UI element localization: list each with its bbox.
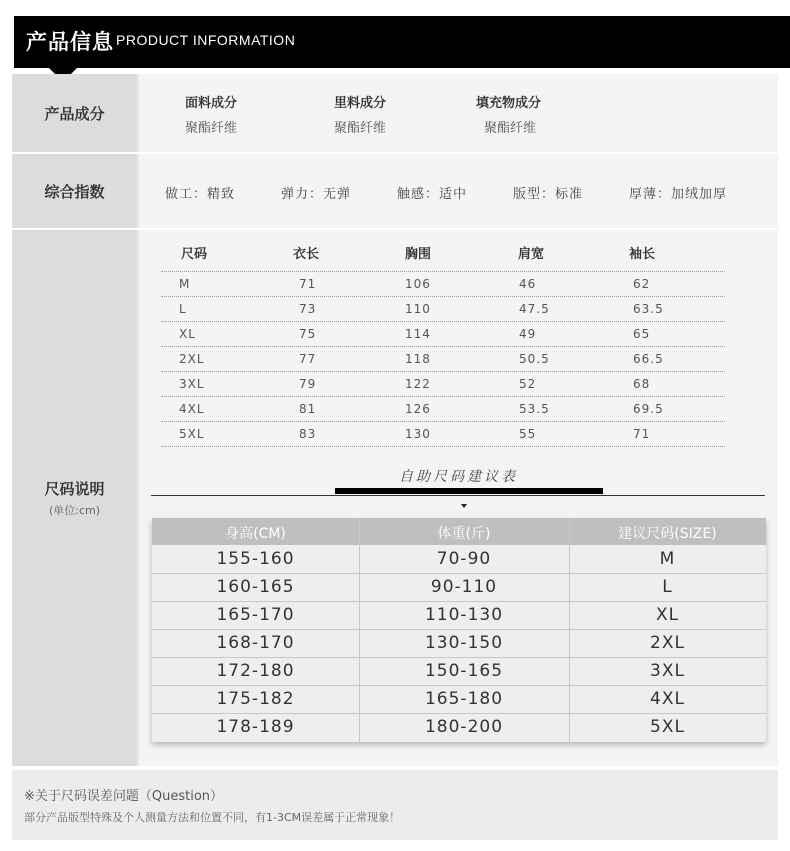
recommend-table-cell: M bbox=[659, 549, 676, 569]
size-table-cell: 52 bbox=[519, 377, 537, 391]
size-table-cell: 118 bbox=[405, 352, 431, 366]
size-table-cell: 55 bbox=[519, 427, 537, 441]
index-item-elasticity: 弹力：无弹 bbox=[281, 187, 352, 202]
composition-heading: 面料成分 bbox=[185, 96, 238, 111]
recommend-table-header bbox=[152, 518, 766, 545]
size-table-divider bbox=[161, 446, 725, 447]
size-row bbox=[12, 230, 778, 766]
recommend-table bbox=[152, 518, 766, 742]
composition-content bbox=[139, 74, 778, 152]
recommend-table-cell: 130-150 bbox=[424, 633, 504, 653]
size-table-cell: 3XL bbox=[179, 377, 205, 391]
recommend-table-cell: 178-189 bbox=[216, 717, 295, 737]
size-content bbox=[139, 230, 778, 766]
size-table-cell: 106 bbox=[405, 277, 431, 291]
recommend-table-cell: 180-200 bbox=[424, 717, 504, 737]
header-title-cn: 产品信息 bbox=[26, 30, 114, 54]
recommend-table-cell: 90-110 bbox=[430, 577, 498, 597]
recommend-title: 自助尺码建议表 bbox=[399, 469, 518, 485]
size-table-divider bbox=[161, 371, 725, 372]
recommend-header-cell: 体重(斤) bbox=[437, 526, 491, 542]
recommend-row-divider bbox=[152, 573, 766, 574]
composition-heading: 填充物成分 bbox=[476, 96, 542, 111]
recommend-row-divider bbox=[152, 601, 766, 602]
header-title-en: PRODUCT INFORMATION bbox=[116, 32, 296, 48]
size-table-divider bbox=[161, 296, 725, 297]
size-table-cell: 65 bbox=[633, 327, 651, 341]
recommend-row-divider bbox=[152, 657, 766, 658]
recommend-row-divider bbox=[152, 685, 766, 686]
size-table-cell: 83 bbox=[299, 427, 317, 441]
recommend-table-cell: 150-165 bbox=[424, 661, 504, 681]
recommend-table-cell: 168-170 bbox=[216, 633, 295, 653]
composition-row bbox=[12, 74, 778, 152]
size-table-cell: 47.5 bbox=[519, 302, 550, 316]
recommend-divider bbox=[151, 495, 765, 496]
recommend-table-cell: L bbox=[662, 577, 673, 597]
size-header-length: 衣长 bbox=[293, 247, 320, 262]
size-table-cell: 68 bbox=[633, 377, 651, 391]
index-item-fit: 版型：标准 bbox=[513, 187, 584, 202]
size-table-cell: XL bbox=[179, 327, 196, 341]
composition-item bbox=[334, 92, 386, 136]
size-table-cell: 130 bbox=[405, 427, 431, 441]
composition-item bbox=[185, 92, 237, 136]
size-table-cell: 81 bbox=[299, 402, 317, 416]
size-header-shoulder: 肩宽 bbox=[518, 247, 545, 262]
size-table-cell: 110 bbox=[405, 302, 431, 316]
recommend-table-cell: 110-130 bbox=[424, 605, 504, 625]
size-table-cell: 62 bbox=[633, 277, 651, 291]
index-item-touch: 触感：适中 bbox=[397, 187, 468, 202]
size-label: 尺码说明 bbox=[44, 480, 105, 498]
composition-value: 聚酯纤维 bbox=[334, 121, 387, 136]
recommend-table-cell: 160-165 bbox=[216, 577, 295, 597]
size-table-cell: L bbox=[179, 302, 187, 316]
size-table-cell: 50.5 bbox=[519, 352, 550, 366]
composition-label-cell bbox=[12, 74, 137, 152]
recommend-table-cell: 172-180 bbox=[216, 661, 295, 681]
size-table-cell: 5XL bbox=[179, 427, 205, 441]
recommend-header-cell: 建议尺码(SIZE) bbox=[618, 526, 717, 542]
index-row bbox=[12, 154, 778, 228]
size-unit: (单位:cm) bbox=[48, 504, 101, 517]
section-header bbox=[14, 16, 790, 68]
size-table-cell: M bbox=[179, 277, 191, 291]
size-table-divider bbox=[161, 421, 725, 422]
recommend-table-cell: 3XL bbox=[650, 661, 685, 681]
note-title: ※关于尺码误差问题（Question） bbox=[24, 789, 224, 804]
size-table-divider bbox=[161, 321, 725, 322]
recommend-table-cell: 175-182 bbox=[216, 689, 295, 709]
composition-value: 聚酯纤维 bbox=[484, 121, 537, 136]
size-table-cell: 63.5 bbox=[633, 302, 664, 316]
size-table-cell: 114 bbox=[405, 327, 431, 341]
size-table-cell: 66.5 bbox=[633, 352, 664, 366]
size-table-cell: 79 bbox=[299, 377, 317, 391]
index-item-workmanship: 做工：精致 bbox=[165, 187, 236, 202]
recommend-table-cell: 165-180 bbox=[424, 689, 504, 709]
composition-label: 产品成分 bbox=[44, 104, 105, 123]
recommend-table-cell: 155-160 bbox=[216, 549, 295, 569]
note-text: 部分产品版型特殊及个人测量方法和位置不同，有1-3CM误差属于正常现象！ bbox=[24, 811, 401, 824]
size-table-cell: 2XL bbox=[179, 352, 205, 366]
size-table-cell: 75 bbox=[299, 327, 317, 341]
note-row bbox=[12, 770, 778, 840]
recommend-row-divider bbox=[152, 713, 766, 714]
size-table-cell: 77 bbox=[299, 352, 317, 366]
size-header-sleeve: 袖长 bbox=[629, 247, 656, 262]
recommend-header-cell: 身高(CM) bbox=[225, 526, 286, 542]
composition-heading: 里料成分 bbox=[334, 96, 387, 111]
size-header-chest: 胸围 bbox=[405, 247, 432, 262]
recommend-table-cell: 70-90 bbox=[436, 549, 492, 569]
index-label: 综合指数 bbox=[44, 182, 105, 201]
size-label-cell bbox=[12, 230, 137, 766]
size-table-cell: 122 bbox=[405, 377, 431, 391]
size-table-divider bbox=[161, 396, 725, 397]
recommend-table-cell: 4XL bbox=[650, 689, 685, 709]
recommend-table-cell: 2XL bbox=[650, 633, 685, 653]
recommend-title-bar bbox=[335, 488, 603, 494]
size-table-cell: 49 bbox=[519, 327, 537, 341]
index-content bbox=[139, 154, 778, 228]
recommend-table-cell: 5XL bbox=[650, 717, 685, 737]
size-table-divider bbox=[161, 346, 725, 347]
composition-value: 聚酯纤维 bbox=[185, 121, 238, 136]
caret-down-icon bbox=[461, 504, 467, 508]
size-header-size: 尺码 bbox=[181, 247, 208, 262]
size-table-cell: 126 bbox=[405, 402, 431, 416]
size-table-cell: 73 bbox=[299, 302, 317, 316]
recommend-table-cell: XL bbox=[655, 605, 680, 625]
size-table-cell: 46 bbox=[519, 277, 537, 291]
index-item-thickness: 厚薄：加绒加厚 bbox=[629, 187, 728, 202]
recommend-row-divider bbox=[152, 629, 766, 630]
index-label-cell bbox=[12, 154, 137, 228]
composition-item bbox=[476, 92, 541, 136]
size-table-cell: 4XL bbox=[179, 402, 205, 416]
size-table-cell: 69.5 bbox=[633, 402, 664, 416]
recommend-table-cell: 165-170 bbox=[216, 605, 295, 625]
size-table-cell: 53.5 bbox=[519, 402, 550, 416]
size-table-divider bbox=[161, 271, 725, 272]
size-table-cell: 71 bbox=[299, 277, 317, 291]
size-table-cell: 71 bbox=[633, 427, 651, 441]
